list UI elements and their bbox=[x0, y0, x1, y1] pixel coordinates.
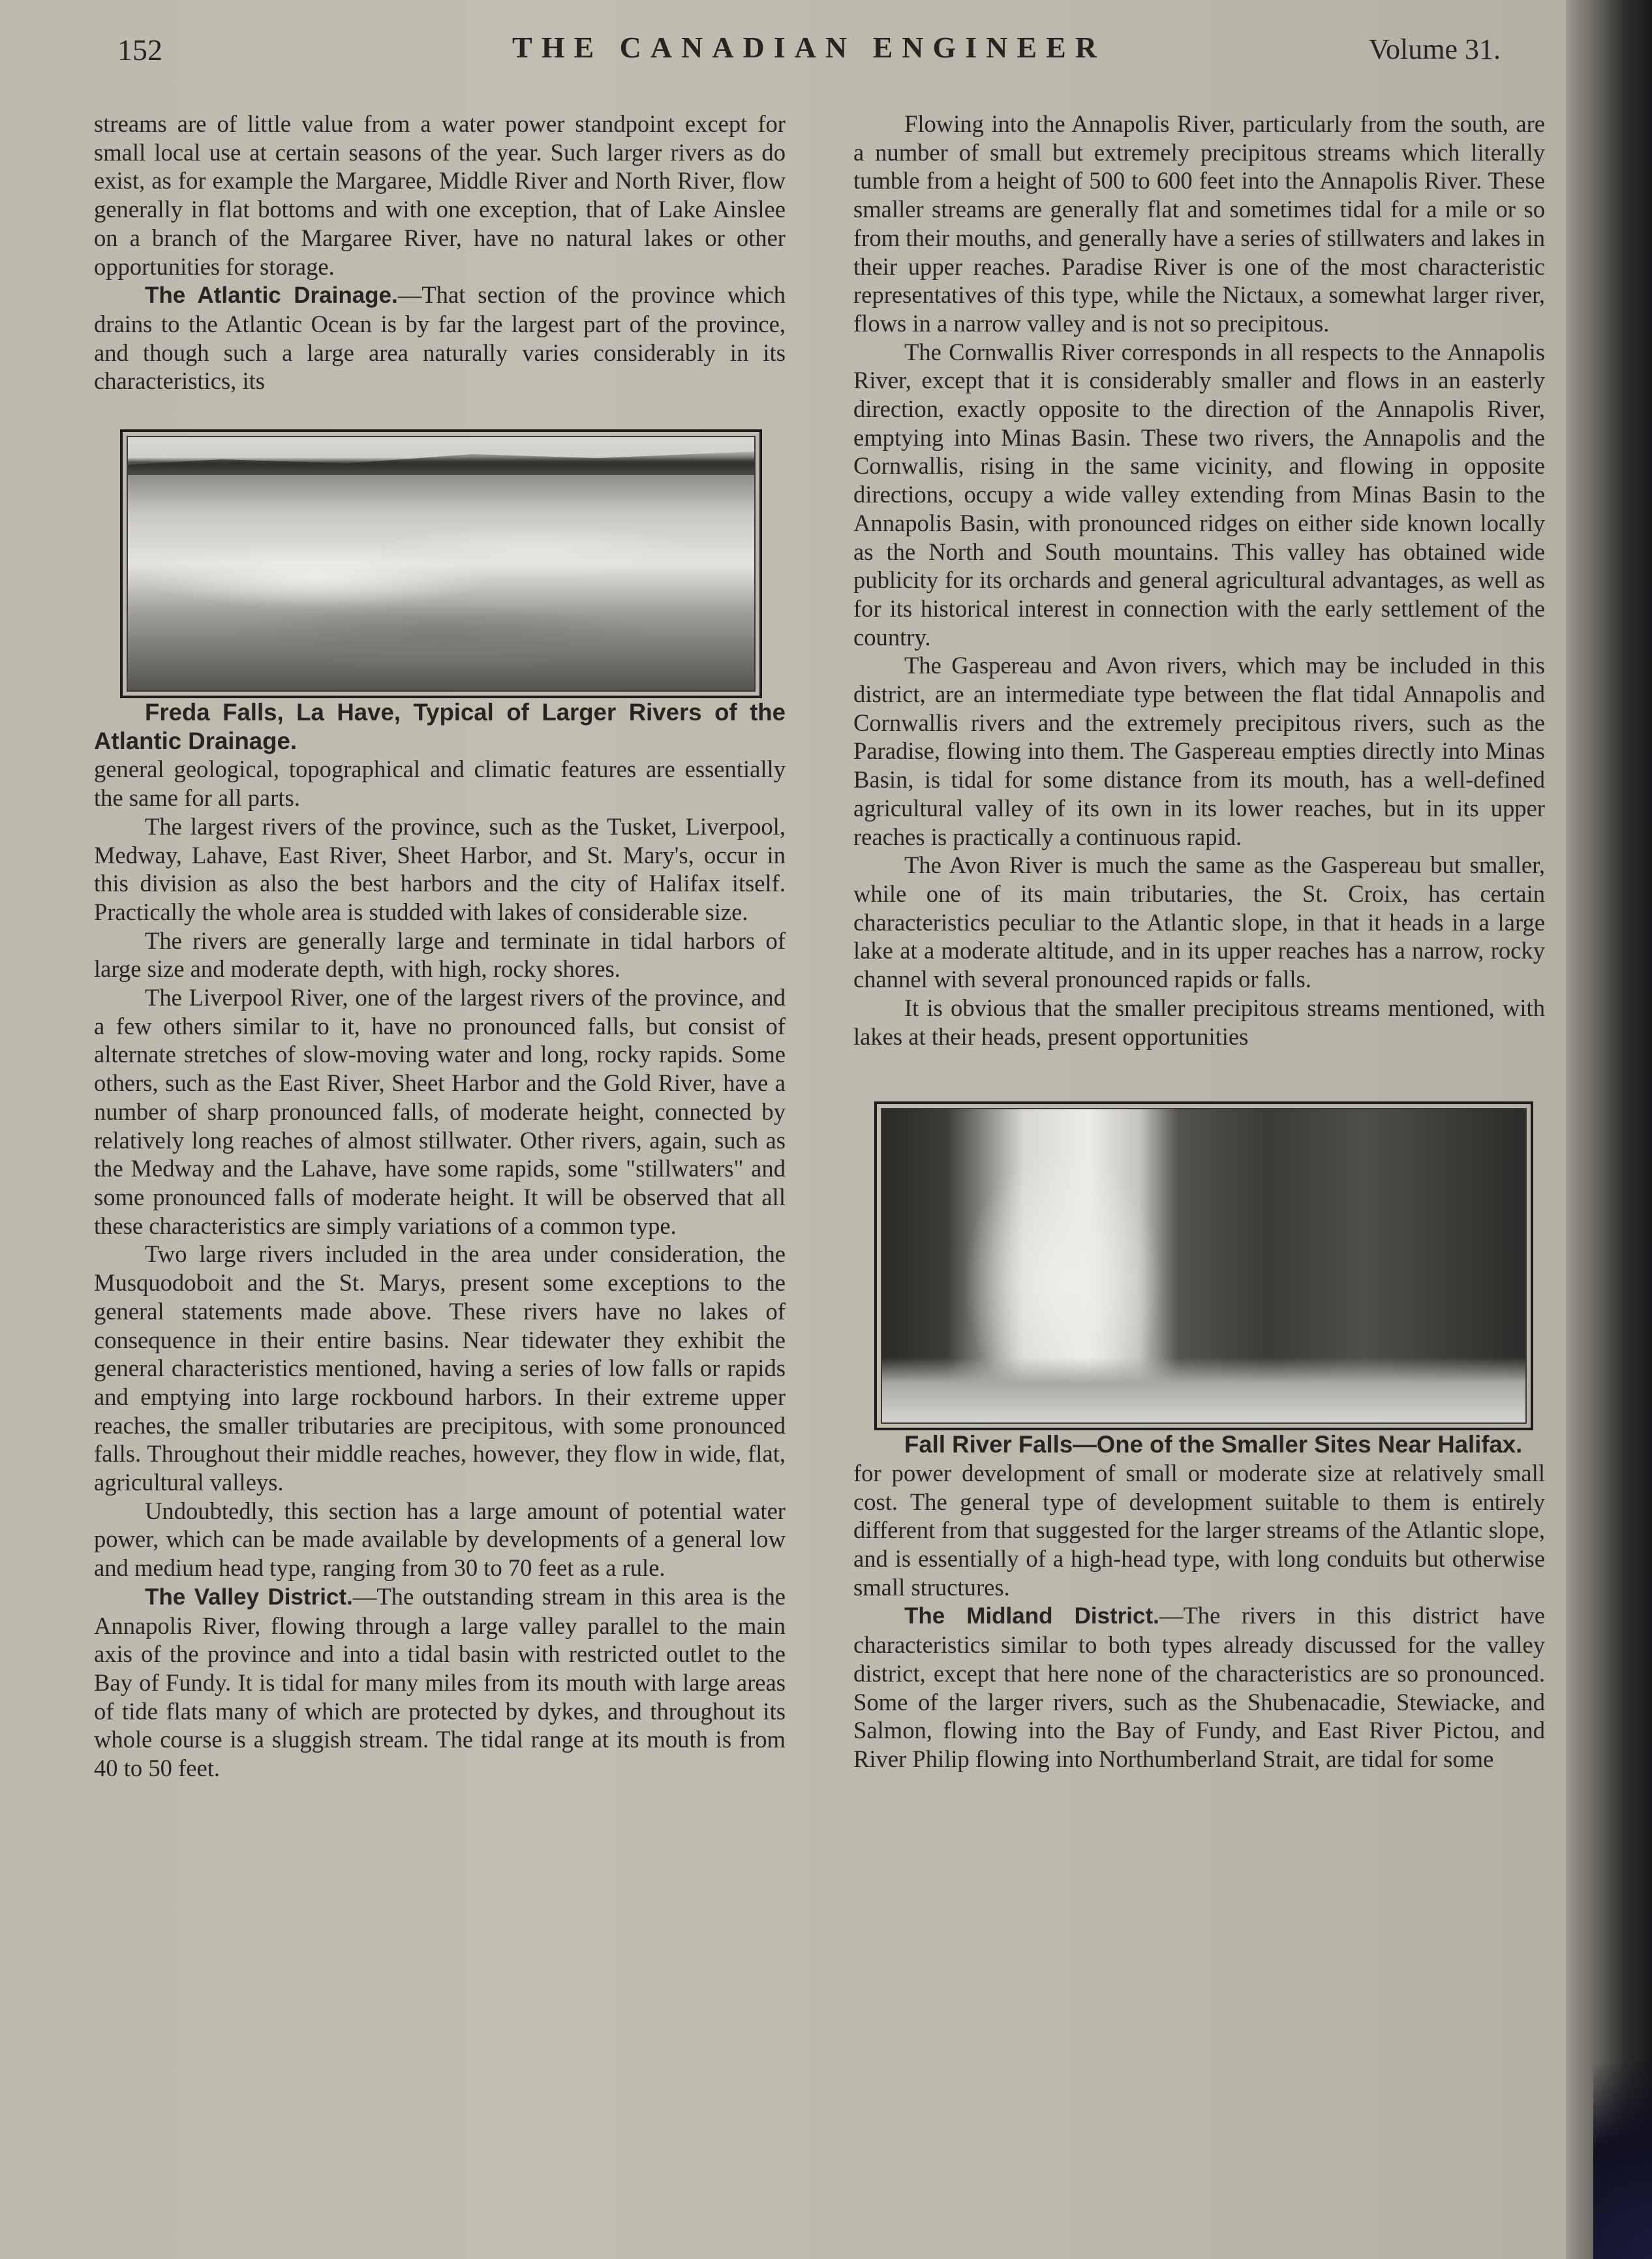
section-heading-valley: The Valley District. bbox=[145, 1584, 353, 1610]
paragraph: general geological, topographical and climatic features are essentially the same for all parts. bbox=[94, 756, 786, 812]
paragraph: The rivers are generally large and terminate in tidal harbors of large size and moderate depth, with high, rocky shores. bbox=[94, 927, 786, 983]
paragraph: Two large rivers included in the area under consideration, the Musquodoboit and the St. Marys, present some exceptions to the general statements made above. These rivers have no lakes of consequence in their entire basins. Near tidewater they exhibit the general characteristics mentioned, having a series of low falls or rapids and emptying into large rockbound harbors. In their extreme upper reaches, the smaller tributaries are precipitous, with some pronounced falls. Throughout their middle reaches, however, they flow in wide, flat, agricultural valleys. bbox=[94, 1240, 786, 1496]
paragraph-text: —The rivers in this district have characteristics similar to both types already discussed for the valley district, except that here none of the characteristics are so pronounced. Some of the larger rivers, such as the Shubenacadie, Stewiacke, and Salmon, flowing into the Bay of Fundy, and East River Pictou, and River Philip flowing into Northumberland Strait, are tidal for some bbox=[853, 1602, 1545, 1772]
binding-edge bbox=[1566, 0, 1652, 2259]
page-number: 152 bbox=[117, 33, 162, 67]
paragraph: Undoubtedly, this section has a large amount of potential water power, which can be made available by developments of a general low and medium head type, ranging from 30 to 70 feet as a rule. bbox=[94, 1497, 786, 1582]
paragraph-text: —The outstanding stream in this area is the Annapolis River, flowing through a large valley parallel to the main axis of the province and into a tidal basin with restricted outlet to the Bay of Fundy. It is tidal for many miles from its mouth with large areas of tide flats many of which are protected by dykes, and throughout its whole course is a sluggish stream. The tidal range at its mouth is from 40 to 50 feet. bbox=[94, 1582, 786, 1782]
paragraph: The largest rivers of the province, such as the Tusket, Liverpool, Medway, Lahave, East River, Sheet Harbor, and St. Mary's, occur in this division as also the best harbors and the city of Halifax itself. Practically the whole area is studded with lakes of considerable size. bbox=[94, 812, 786, 925]
section-heading-midland: The Midland District. bbox=[904, 1603, 1159, 1629]
section-heading-atlantic: The Atlantic Drainage. bbox=[145, 283, 398, 309]
paragraph-text: —That section of the province which drains to the Atlantic Ocean is by far the largest part of the province, and though such a large area naturally varies considerably in its characteristics, its bbox=[94, 281, 786, 395]
paragraph: The Avon River is much the same as the Gaspereau but smaller, while one of its main tributaries, the St. Croix, has certain characteristics peculiar to the Atlantic slope, in that it heads in a large lake at a moderate altitude, and in its upper reaches has a narrow, rocky channel with several pronounced rapids or falls. bbox=[853, 852, 1545, 993]
left-column bbox=[94, 110, 786, 1783]
right-column bbox=[853, 110, 1545, 1774]
figure-caption: Freda Falls, La Have, Typical of Larger Rivers of the Atlantic Drainage. bbox=[94, 699, 786, 754]
paragraph bbox=[94, 1582, 786, 1783]
paragraph: for power development of small or moderate size at relatively small cost. The general type of development suitable to them is entirely different from that suggested for the larger streams of the Atlantic slope, and is essentially of a high-head type, with long conduits but otherwise small structures. bbox=[853, 1459, 1545, 1601]
paragraph bbox=[853, 1601, 1545, 1773]
page-header bbox=[117, 30, 1501, 76]
volume-label: Volume 31. bbox=[1368, 33, 1501, 65]
paragraph bbox=[94, 281, 786, 395]
photo-freda-falls bbox=[120, 429, 762, 698]
paragraph: The Cornwallis River corresponds in all respects to the Annapolis River, except that it is considerably smaller and flows in an easterly direction, exactly opposite to the direction of the Annapolis River, emptying into Minas Basin. These two rivers, the Annapolis and the Cornwallis, rising in the same vicinity, and flowing in opposite directions, occupy a wide valley extending from Minas Basin to the Annapolis Basin, with pronounced ridges on either side known locally as the North and South mountains. This valley has obtained wide publicity for its orchards and general agricultural advantages, as well as for its historical interest in connection with the early settlement of the country. bbox=[853, 338, 1545, 651]
paragraph: It is obvious that the smaller precipitous streams mentioned, with lakes at their heads, present opportunities bbox=[853, 994, 1545, 1050]
paragraph: The Gaspereau and Avon rivers, which may be included in this district, are an intermediate type between the flat tidal Annapolis and Cornwallis rivers and the extremely precipitous rivers, such as the Paradise, flowing into them. The Gaspereau empties directly into Minas Basin, is tidal for some distance from its mouth, has a well-defined agricultural valley of its own in its lower reaches, but in its upper reaches is practically a continuous rapid. bbox=[853, 652, 1545, 850]
figure-freda-falls bbox=[94, 429, 786, 755]
figure-fall-river-falls bbox=[853, 1101, 1545, 1459]
figure-caption: Fall River Falls—One of the Smaller Sites Near Halifax. bbox=[904, 1431, 1523, 1458]
photo-fall-river-falls bbox=[874, 1101, 1533, 1430]
journal-title: THE CANADIAN ENGINEER bbox=[512, 31, 1106, 64]
paragraph: streams are of little value from a water power standpoint except for small local use at certain seasons of the year. Such larger rivers as do exist, as for example the Margaree, Middle River and North River, flow generally in flat bottoms and with one exception, that of Lake Ainslee on a branch of the Margaree River, have no natural lakes or other opportunities for storage. bbox=[94, 110, 786, 280]
paragraph: The Liverpool River, one of the largest rivers of the province, and a few others similar to it, have no pronounced falls, but consist of alternate stretches of slow-moving water and long, rocky rapids. Some others, such as the East River, Sheet Harbor and the Gold River, have a number of sharp pronounced falls, of moderate height, connected by relatively long reaches of almost stillwater. Other rivers, again, such as the Medway and the Lahave, have some rapids, some "stillwaters" and some pronounced falls of moderate height. It will be observed that all these characteristics are simply variations of a common type. bbox=[94, 984, 786, 1239]
paragraph: Flowing into the Annapolis River, particularly from the south, are a number of small but extremely precipitous streams which literally tumble from a height of 500 to 600 feet into the Annapolis River. These smaller streams are generally flat and sometimes tidal for a mile or so from their mouths, and generally have a series of stillwaters and lakes in their upper reaches. Paradise River is one of the most characteristic representatives of this type, while the Nictaux, a somewhat larger river, flows in a narrow valley and is not so precipitous. bbox=[853, 110, 1545, 337]
